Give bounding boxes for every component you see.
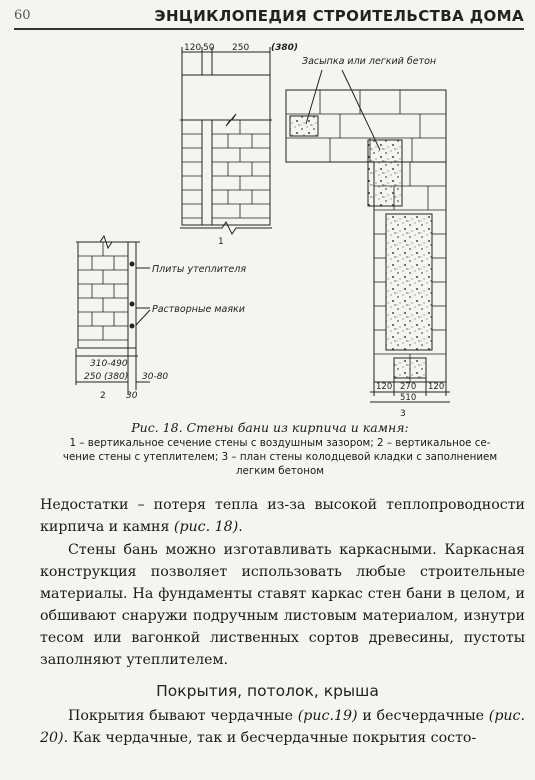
label-drawing-1: 1 [218,237,224,247]
section-heading: Покрытия, потолок, крыша [156,682,379,700]
figure-18 [0,30,535,420]
paragraph-coverings [40,705,525,749]
annot-fill: Засыпка или легкий бетон [302,56,437,67]
dim-310-490: 310-490 [90,359,128,369]
dim-380: (380) [271,43,299,53]
dim-250: 250 [232,43,250,53]
figure-reference-20: (рис. 20) [40,708,525,746]
dim-30-80: 30-80 [142,372,169,382]
caption-line-1: 1 – вертикальное сечение стены с воздушным зазором; 2 – вертикальное се- [69,437,491,449]
p3-text-c: . Как чердачные, так и бесчердачные покрытия состо- [63,730,477,746]
page-number: 60 [14,8,31,23]
dim-120: 120 [184,43,202,53]
plan-dim-270: 270 [400,382,417,392]
p3-text-b: и бесчердачные [357,708,489,724]
plan-dim-510: 510 [400,393,417,403]
drawing-3 [286,70,450,402]
figure-caption-description [40,436,520,478]
figure-reference-18: (рис. 18) [173,519,239,535]
label-drawing-3: 3 [400,409,406,419]
paragraph-frame-walls: Стены бань можно изготавливать каркасными. Каркасная конструкция позволяет использовать любые строительные материалы. На фундаменты ставят каркас стен бани в целом, и обшивают снаружи подручным листовым материалом, изнутри тесом или вагонкой лиственных сортов древесины, пустоты заполняют утеплителем. [40,542,525,668]
p3-text-a: Покрытия бывают чердачные [68,708,298,724]
p1-text: Недостатки – потеря тепла из-за высокой теплопроводности кирпича и камня [40,497,525,535]
figure-reference-19: (рис.19) [297,708,358,724]
paragraph-disadvantages [40,494,525,538]
dim-30: 30 [126,391,138,401]
annot-mortar: Растворные маяки [152,304,245,315]
drawing-1 [180,47,272,234]
dim-50: 50 [203,43,215,53]
label-drawing-2: 2 [100,391,106,401]
annot-insulation: Плиты утеплителя [152,264,247,275]
plan-dim-120-right: 120 [428,382,445,392]
dim-250-380: 250 (380) [84,372,129,382]
caption-line-3: легким бетоном [235,465,325,477]
page-header [14,4,524,28]
running-title: ЭНЦИКЛОПЕДИЯ СТРОИТЕЛЬСТВА ДОМА [154,7,524,25]
figure-caption-title: Рис. 18. Стены бани из кирпича и камня: [131,420,409,435]
caption-line-2: чение стены с утеплителем; 3 – план стены колодцевой кладки с заполнением [62,451,498,463]
p1-end: . [238,519,243,535]
figure-drawing [0,30,535,420]
plan-dim-120-left: 120 [376,382,393,392]
